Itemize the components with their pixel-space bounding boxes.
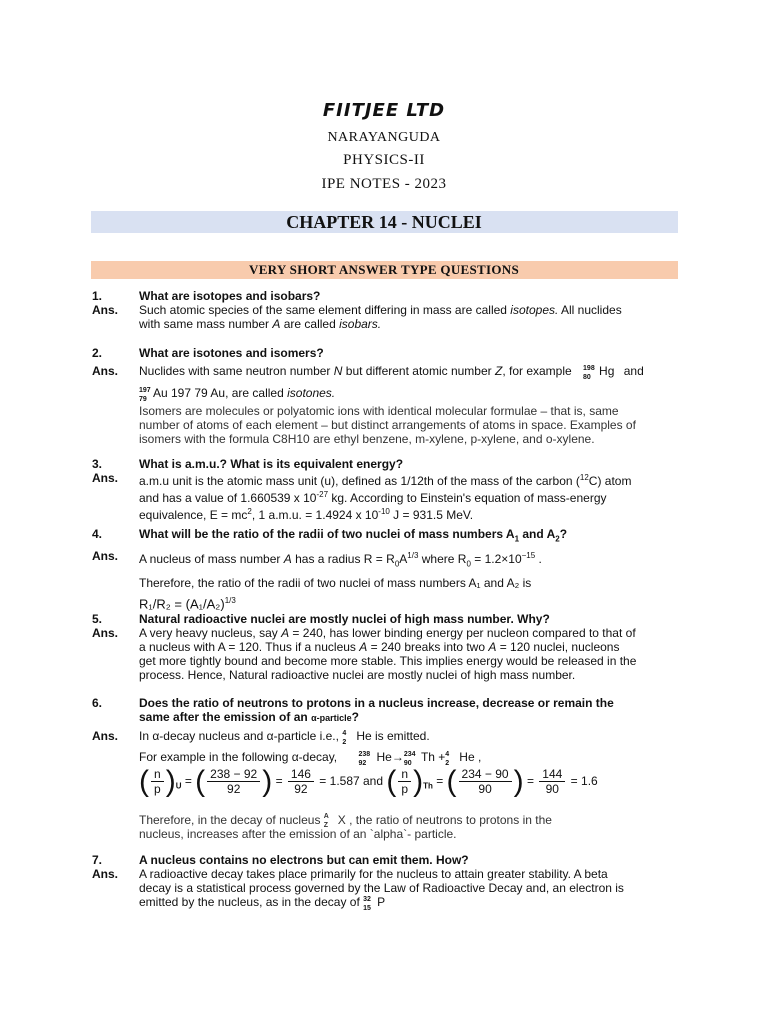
answer-label: Ans.: [92, 729, 119, 743]
answer-label: Ans.: [92, 626, 119, 640]
nuclide-hg: 198 80: [583, 364, 595, 381]
question-text: Does the ratio of neutrons to protons in a nucleus increase, decrease or remain the same after the emission of an α-particle?: [139, 696, 614, 724]
question-6: 6. Does the ratio of neutrons to protons in a nucleus increase, decrease or remain the same after the emission of an α-particle? Ans. In α-decay nucleus and α-particle i.e., 4 2 He is emitted. For example in the following α-decay, 238 92 He→ 234 90 Th + 4 2 He , ( $\frac{n}{p}$ )$_U$ = ( $\frac{238 - 92}{92}$ ) = $\frac{146}{92}$ = 1.587 and ( $\frac{n}{p}$ )$_{Th}$ = ( $\frac{234 - 90}{90}$ ) = $\frac{144}{90}$ = 1.6 Therefore, in the decay of nucleus A Z X , the ratio of neutrons to protons in the nucleus, increases after the emission of an `alpha`- particle.: [92, 696, 682, 841]
chapter-title: CHAPTER 14 - NUCLEI: [286, 212, 482, 232]
question-text: Natural radioactive nuclei are mostly nuclei of high mass number. Why?: [139, 612, 550, 626]
answer-text: Nuclides with same neutron number N but different atomic number Z, for example 198 80 Hg and: [139, 364, 644, 381]
decay-equation: For example in the following α-decay, 238 92 He→ 234 90 Th + 4 2 He ,: [139, 749, 482, 767]
question-number: 4.: [92, 527, 103, 541]
question-number: 5.: [92, 612, 103, 626]
question-text: What is a.m.u.? What is its equivalent energy?: [139, 457, 404, 471]
question-4: 4. What will be the ratio of the radii of two nuclei of mass numbers $A_1$ and $A_2$? Ans. A nucleus of mass number A has a radius $R = R_0A^{1/3}$ where $R_0 = 1.2\times 10^{-15}$ . Therefore, the ratio of the radii of two nuclei of mass numbers A₁ and A₂ is $R_1/R_2 = (A_1/A_2)^{1/3}$: [92, 527, 682, 611]
question-number: 3.: [92, 457, 103, 471]
question-2: 2. What are isotones and isomers? Ans. Nuclides with same neutron number N but different atomic number Z, for example 198 80 Hg and 197 79 Au 197 79 Au, are called isotones. Isomers are molecules or polyatomic ions with identical molecular formulae – that is, same number of atoms of each element – but distinct arrangements of atoms in space. Examples of isomers with the formula C8H10 are ethyl benzene, m-xylene, p-xylene, and o-xylene.: [92, 346, 682, 446]
answer-label: Ans.: [92, 549, 119, 564]
nuclide-au: 197 79: [139, 386, 151, 403]
notes-title: IPE NOTES - 2023: [321, 176, 447, 192]
question-text: A nucleus contains no electrons but can emit them. How?: [139, 853, 469, 867]
answer-label: Ans.: [92, 471, 119, 485]
answer-text: a.m.u unit is the atomic mass unit (u), defined as 1/12th of the mass of the carbon ($^{12}$C) atom and has a value of 1.660539 x $10^{-27}$ kg. According to Einstein's equation of mass-energy equivalence, $E = mc^2$, 1 a.m.u. = 1.4924 x $10^{-10}$ J = 931.5 MeV.: [139, 473, 632, 522]
answer-label: Ans.: [92, 364, 119, 378]
answer-text: A radioactive decay takes place primarily for the nucleus to attain greater stability. A beta decay is a statistical process governed by the Law of Radioactive Decay and, an electron is emitted by the nucleus, as in the decay of 32 15 P: [139, 867, 624, 912]
answer-text: In α-decay nucleus and α-particle i.e., 4 2 He is emitted.: [139, 729, 430, 746]
question-3: [92, 457, 682, 522]
subject-name: PHYSICS-II: [343, 152, 425, 168]
question-number: 2.: [92, 346, 103, 360]
question-number: 7.: [92, 853, 103, 867]
answer-text: Such atomic species of the same element differing in mass are called isotopes. All nuclides with same mass number A are called isobars.: [139, 303, 622, 331]
answer-label: Ans.: [92, 867, 119, 881]
question-text: What will be the ratio of the radii of two nuclei of mass numbers $A_1$ and $A_2$?: [139, 527, 568, 544]
question-1: [92, 289, 682, 331]
logo: FIITJEE LTD: [322, 100, 446, 121]
question-number: 6.: [92, 696, 103, 710]
question-number: 1.: [92, 289, 103, 303]
section-title: VERY SHORT ANSWER TYPE QUESTIONS: [249, 262, 519, 277]
question-7: [92, 853, 682, 910]
question-text: What are isotopes and isobars?: [139, 289, 321, 303]
answer-label: Ans.: [92, 303, 119, 317]
question-5: [92, 612, 682, 682]
answer-text: A very heavy nucleus, say A = 240, has lower binding energy per nucleon compared to that of a nucleus with A = 120. Thus if a nucleus A = 240 breaks into two A = 120 nuclei, nucleons get more tightly bound and become more stable. This implies energy would be released in the process. Hence, Natural radioactive nuclei are mostly nuclei of high mass number.: [139, 626, 637, 682]
radius-ratio-formula: $R_1/R_2 = (A_1/A_2)^{1/3}$: [139, 595, 236, 612]
question-text: What are isotones and isomers?: [139, 346, 324, 360]
answer-text: A nucleus of mass number A has a radius $R = R_0A^{1/3}$ where $R_0 = 1.2\times 10^{-15}$ .: [139, 551, 542, 569]
ratio-equation: ( $\frac{n}{p}$ )$_U$ = ( $\frac{238 - 92}{92}$ ) = $\frac{146}{92}$ = 1.587 and ( $\frac{n}{p}$ )$_{Th}$ = ( $\frac{234 - 90}{90}$ ) = $\frac{144}{90}$ = 1.6: [139, 764, 598, 798]
branch-name: NARAYANGUDA: [327, 130, 441, 145]
